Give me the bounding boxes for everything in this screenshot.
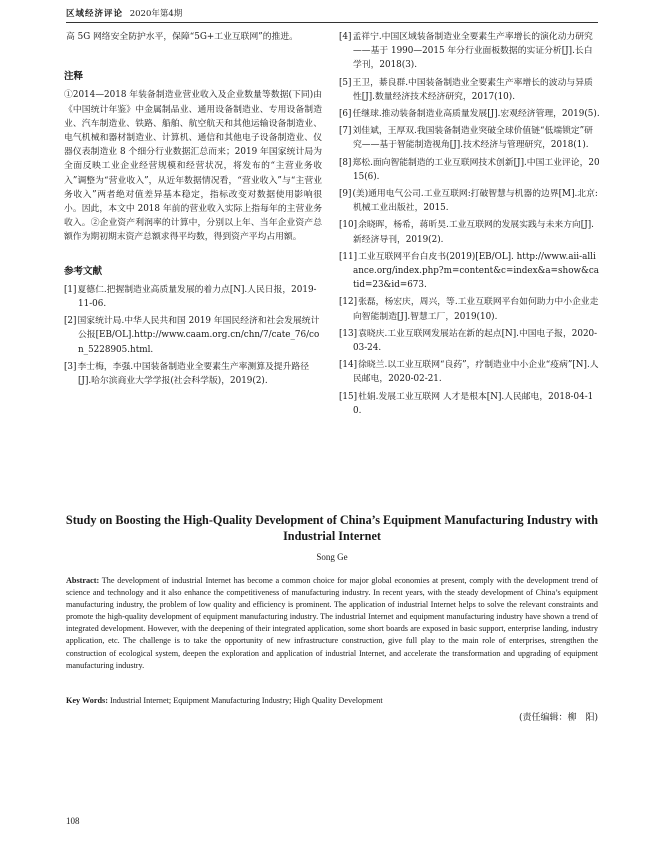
reference-item	[339, 358, 601, 386]
left-column	[64, 30, 322, 391]
reference-item	[64, 314, 322, 357]
reference-text: 工业互联网平台白皮书(2019)[EB/OL]. http://www.aii-alliance.org/index.php?m=content&c=index&a=show&catid=23&id=673.	[353, 251, 600, 291]
reference-number: [10]	[339, 220, 358, 231]
reference-item	[339, 30, 601, 73]
reference-number: [11]	[339, 251, 358, 262]
reference-text: 孟祥宁.中国区域装备制造业全要素生产率增长的演化动力研究——基于 1990—2015 年分行业面板数据的实证分析[J].长白学刊，2018(3).	[352, 32, 593, 71]
reference-item	[339, 218, 601, 246]
abstract-label: Abstract:	[66, 576, 100, 585]
reference-text: 张磊，杨宏庆，周兴，等.工业互联网平台如何助力中小企业走向智能制造[J].智慧工厂，2019(10).	[353, 297, 599, 322]
abstract-text: The development of industrial Internet has become a common choice for major global economies at present, comply with the development trend of science and technology and it also enhance the competitiveness of manufacturing industry. In recent years, with the steady development of China’s equipment manufacturing industry, the problem of low quality and efficiency is prominent. The application of industrial Internet helps to solve the relevant constraints and promote the high-quality development of equipment manufacturing industry. The industrial Internet and equipment manufacturing industry have shown a trend of integrated development. However, with the deepening of their integrated application, some short boards are exposed in basic support, enterprise landing, industry application, etc. The challenge is to take the opportunity of new infrastructure construction, give full play to the main role of enterprises, strengthen the construction of ecological system, deepen the exploration and application of industrial Internet, and accelerate the transformation and upgrading of equipment manufacturing industry.	[66, 576, 598, 670]
page-number: 108	[66, 816, 80, 826]
reference-text: 王卫，綦良群.中国装备制造业全要素生产率增长的波动与异质性[J].数量经济技术经济研究，2017(10).	[352, 77, 593, 102]
reference-number: [5]	[339, 77, 352, 88]
reference-text: 余晓晖，杨希，蒋昕昊.工业互联网的发展实践与未来方向[J].新经济导刊，2019(2).	[353, 220, 594, 245]
reference-number: [4]	[339, 32, 352, 42]
reference-number: [12]	[339, 297, 358, 308]
reference-number: [1]	[64, 284, 77, 295]
reference-text: 刘佳斌，王厚双.我国装备制造业突破全球价值链“低端锁定”研究——基于智能制造视角[J].技术经济与管理研究，2018(1).	[352, 126, 593, 151]
running-header	[66, 8, 598, 23]
issue-label: 2020年第4期	[129, 9, 183, 19]
english-title: Study on Boosting the High-Quality Development of China’s Equipment Manufacturing Industry with Industrial Internet	[65, 513, 599, 543]
reference-text: 国家统计局.中华人民共和国 2019 年国民经济和社会发展统计公报[EB/OL].http://www.caam.org.cn/chn/7/cate_76/con_5228905.html.	[77, 316, 320, 355]
reference-list-right	[339, 30, 601, 418]
reference-number: [9]	[339, 189, 352, 200]
reference-item	[339, 124, 601, 152]
reference-text: 李士梅，李强.中国装备制造业全要素生产率测算及提升路径[J].哈尔滨商业大学学报(社会科学版)，2019(2).	[77, 361, 309, 387]
reference-number: [8]	[339, 157, 352, 168]
english-abstract	[66, 575, 598, 672]
english-keywords	[66, 695, 598, 707]
journal-name: 区域经济评论	[66, 9, 124, 19]
reference-number: [7]	[339, 126, 352, 137]
reference-item	[339, 295, 601, 323]
reference-item	[64, 360, 322, 388]
reference-item	[339, 250, 601, 293]
editor-note: (责任编辑：柳 阳)	[518, 713, 598, 723]
reference-item	[339, 107, 601, 121]
right-column	[339, 30, 601, 421]
keywords-label: Key Words:	[66, 696, 108, 705]
reference-text: 杜娟.发展工业互联网 人才是根本[N].人民邮电，2018-04-10.	[353, 391, 594, 416]
reference-item	[339, 327, 601, 355]
english-author: Song Ge	[316, 552, 348, 562]
reference-number: [14]	[339, 360, 358, 371]
reference-item	[339, 390, 601, 418]
reference-text: 徐晓兰.以工业互联网“良药”，疗制造业中小企业“疫病”[N].人民邮电，2020-02-21.	[353, 360, 599, 385]
reference-item	[64, 283, 322, 311]
intro-paragraph: 高 5G 网络安全防护水平，保障“5G+工业互联网”的推进。	[66, 32, 298, 42]
reference-item	[339, 76, 601, 104]
reference-list-left	[64, 283, 322, 388]
references-heading: 参考文献	[64, 265, 103, 277]
notes-heading: 注释	[64, 71, 84, 83]
reference-item	[339, 156, 601, 184]
reference-number: [3]	[64, 361, 77, 372]
reference-text: 夏德仁.把握制造业高质量发展的着力点[N].人民日报，2019-11-06.	[77, 284, 317, 310]
reference-number: [6]	[339, 109, 352, 120]
reference-text: (美)通用电气公司.工业互联网:打破智慧与机器的边界[M].北京:机械工业出版社，2015.	[352, 189, 598, 214]
reference-text: 任继球.推动装备制造业高质量发展[J].宏观经济管理，2019(5).	[352, 109, 600, 120]
reference-number: [13]	[339, 328, 358, 339]
notes-body: ①2014—2018 年装备制造业营业收入及企业数量等数据(下同)由《中国统计年鉴》中金属制品业、通用设备制造业、专用设备制造业、汽车制造业、铁路、船舶、航空航天和其他运输设备制造业、电气机械和器材制造业、计算机、通信和其他电子设备制造业、仪器仪表制造业 8 个细分行业数据汇总而来；2019 年国家统计局为全面反映工业企业经营规模和经营状况，将发布的“主营业务收入”调整为“营业收入”，从近年数据情况看，“营业收入”与“主营业务收入”两者绝对值差异基本稳定，指标改变对数据使用影响很小。因此，本文中 2018 年前的营业收入实际上指每年的主营业务收入。②企业资产利润率的计算中，分别以上年、当年企业资产总额作为期初期末资产总额求得平均数，得到资产平均占用额。	[64, 90, 322, 243]
reference-text: 袁晓庆.工业互联网发展站在新的起点[N].中国电子报，2020-03-24.	[353, 328, 598, 354]
reference-number: [15]	[339, 391, 358, 402]
keywords-text: Industrial Internet; Equipment Manufacturing Industry; High Quality Development	[109, 696, 383, 705]
reference-number: [2]	[64, 316, 77, 327]
reference-item	[339, 187, 601, 215]
reference-text: 郑松.面向智能制造的工业互联网技术创新[J].中国工业评论，2015(6).	[352, 157, 600, 182]
